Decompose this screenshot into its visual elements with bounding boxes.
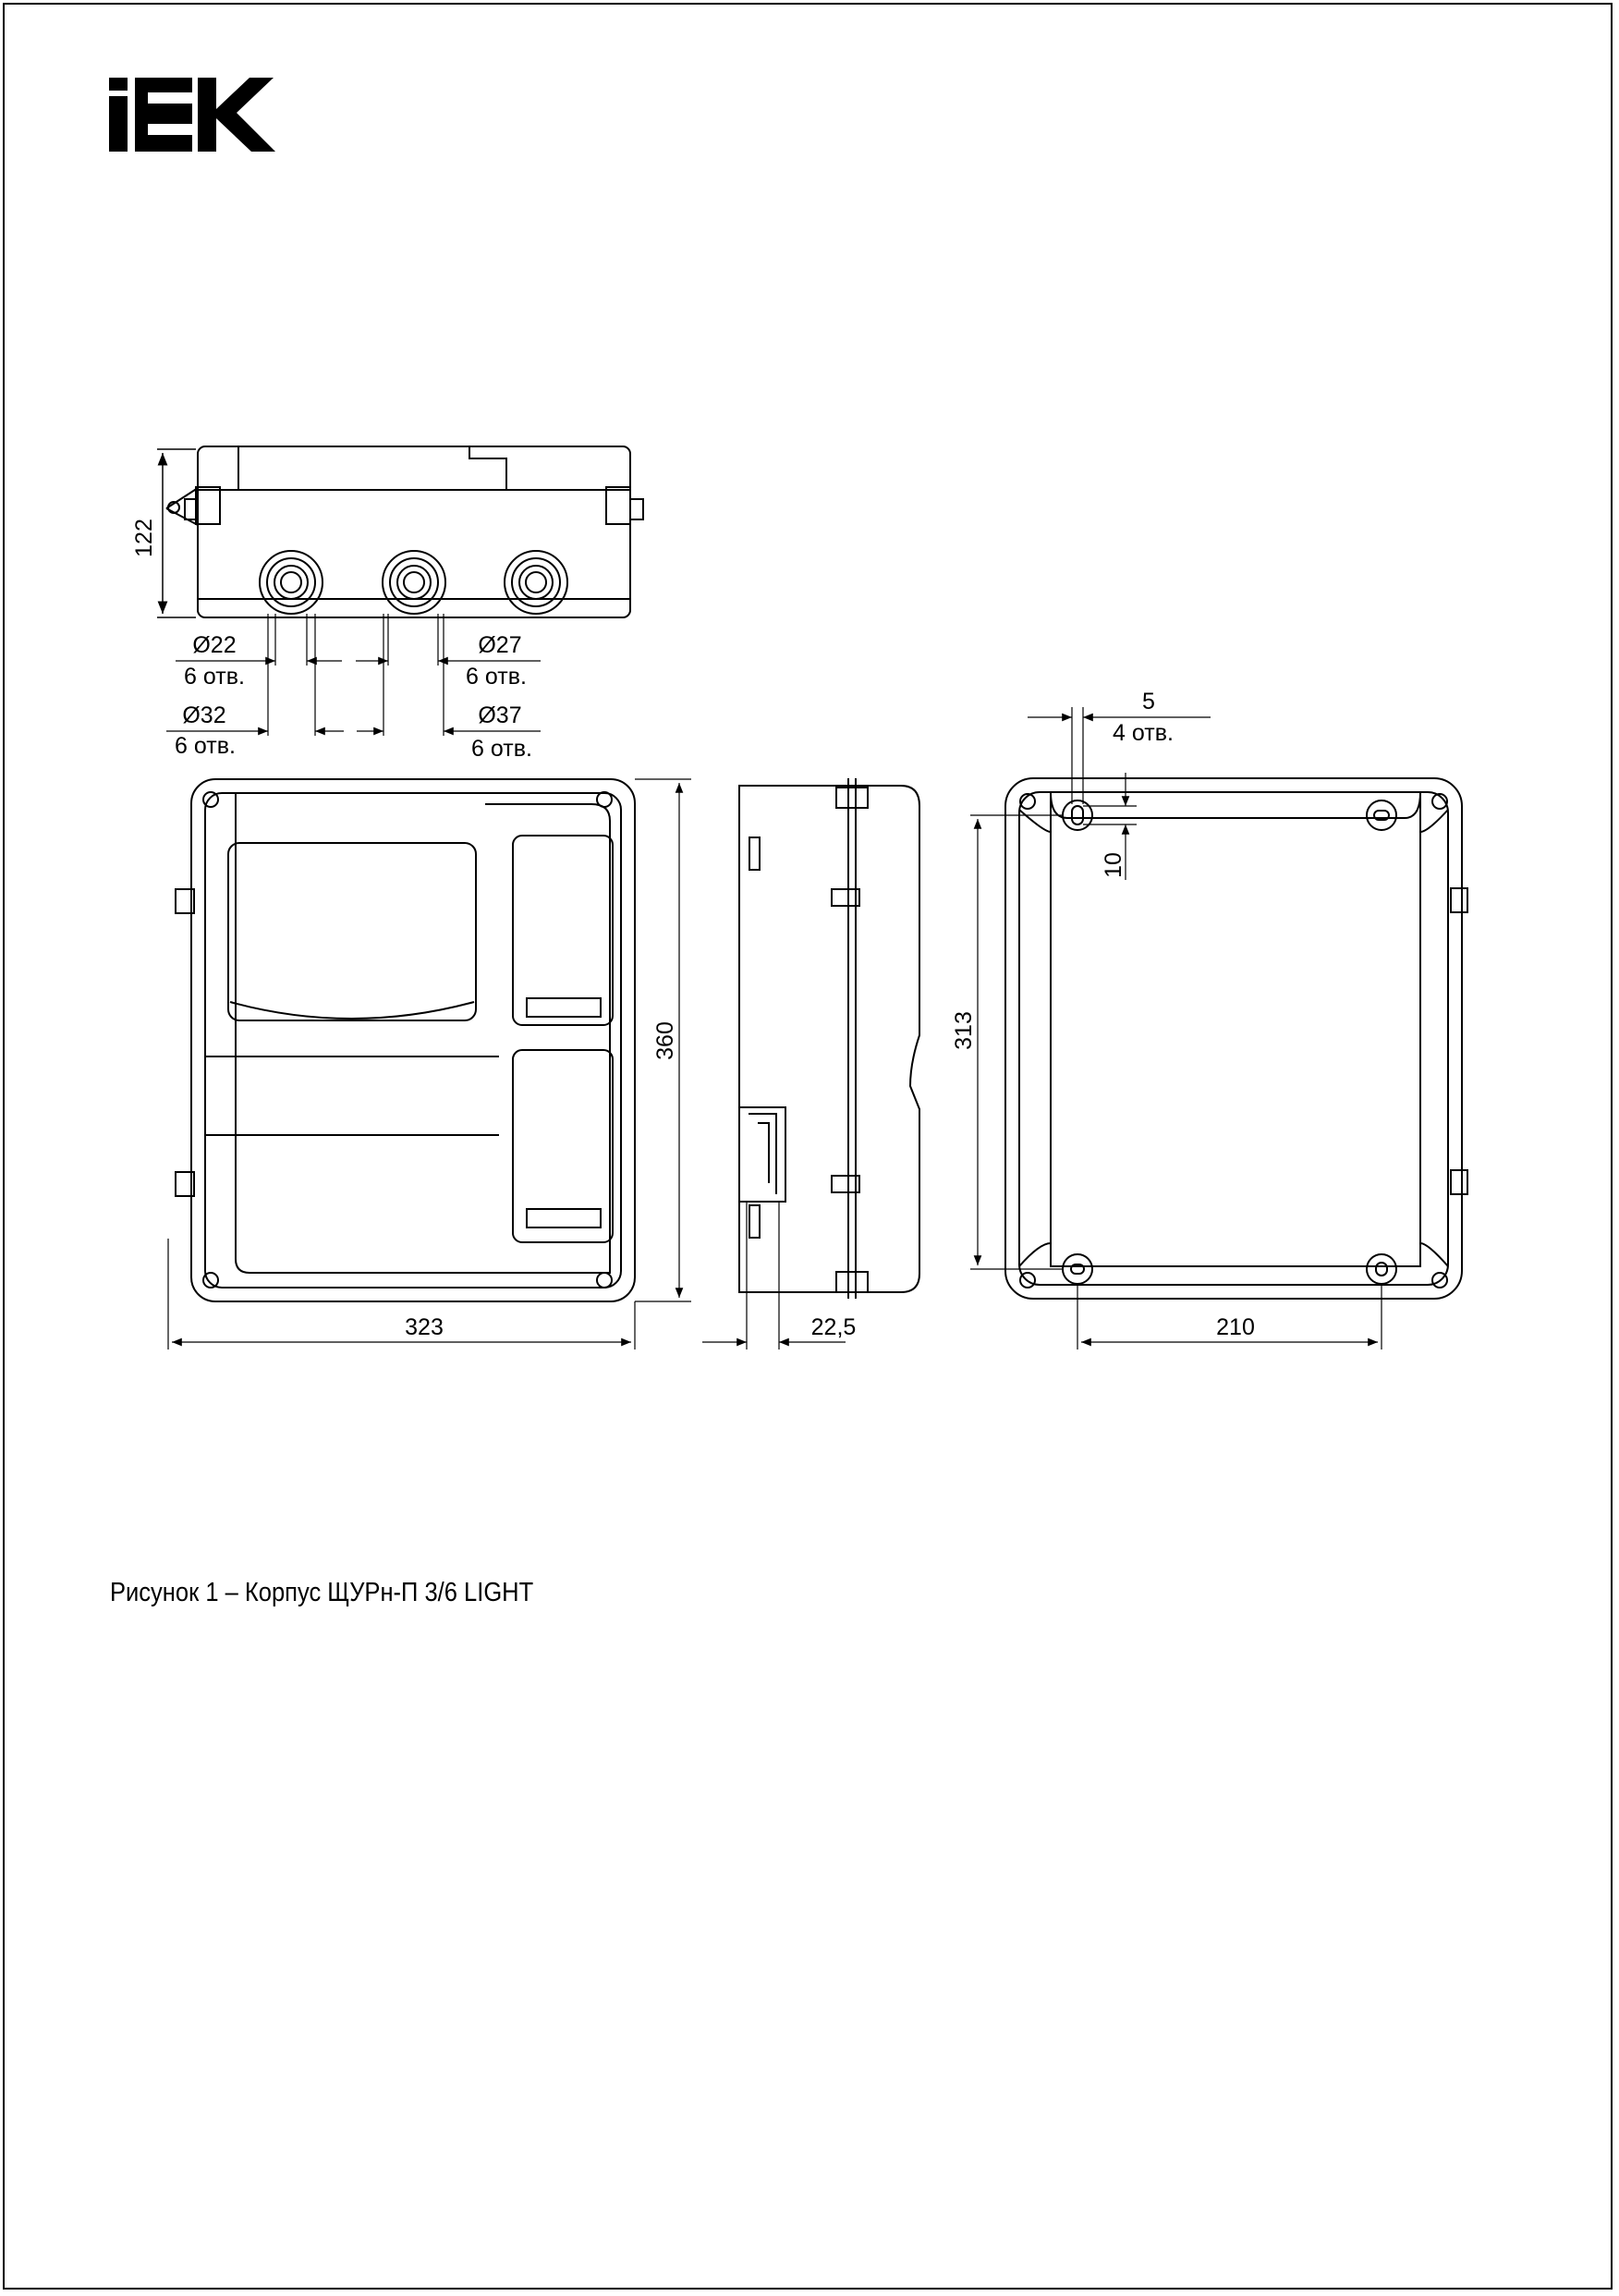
svg-text:10: 10 (1101, 852, 1126, 878)
svg-text:22,5: 22,5 (810, 1314, 857, 1340)
svg-text:4 отв.: 4 отв. (1113, 720, 1174, 746)
side-view-with-holes (166, 446, 643, 617)
svg-text:210: 210 (1216, 1314, 1255, 1340)
dim-height-360 (635, 779, 691, 1301)
svg-text:Ø27: Ø27 (478, 632, 522, 658)
dim-mount-vertical-313 (951, 815, 1063, 1269)
svg-text:122: 122 (131, 519, 157, 557)
dim-holes (166, 614, 541, 762)
dim-din-offset (702, 1202, 856, 1350)
svg-text:Ø32: Ø32 (182, 702, 226, 728)
figure-caption: Рисунок 1 – Корпус ЩУРн-П 3/6 LIGHT (110, 1578, 534, 1607)
svg-text:6 отв.: 6 отв. (471, 736, 532, 762)
svg-text:323: 323 (405, 1314, 444, 1340)
svg-text:360: 360 (652, 1021, 678, 1060)
svg-text:6 отв.: 6 отв. (466, 664, 527, 690)
side-view (739, 778, 919, 1299)
dim-mount-horizontal-210 (1077, 1285, 1382, 1350)
svg-text:313: 313 (951, 1011, 977, 1050)
front-view (176, 779, 635, 1301)
back-view (1005, 778, 1467, 1299)
dim-width-323 (168, 1239, 635, 1350)
svg-text:5: 5 (1142, 689, 1155, 714)
svg-text:Ø22: Ø22 (192, 632, 237, 658)
dim-mount-hole (1028, 689, 1211, 880)
svg-text:6 отв.: 6 отв. (184, 664, 245, 690)
svg-text:6 отв.: 6 отв. (175, 733, 236, 759)
iek-logo (109, 78, 275, 152)
svg-text:Ø37: Ø37 (478, 702, 522, 728)
dim-height-122 (131, 449, 196, 617)
